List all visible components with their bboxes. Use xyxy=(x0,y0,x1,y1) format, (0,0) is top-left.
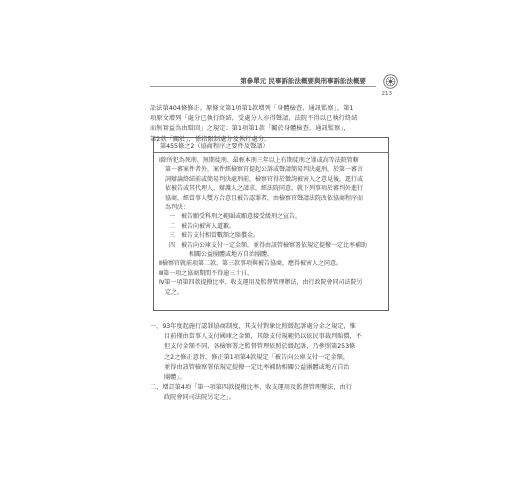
statute-line: 定之。 xyxy=(165,288,184,296)
legislative-notes xyxy=(150,322,398,404)
note-line: 並得由該管檢察署依規定提撥一定比率補助相關公益團體或地方自治 xyxy=(164,363,350,371)
statute-box xyxy=(153,137,389,311)
statute-title-rule xyxy=(154,152,388,153)
note-line: 之2之修正意旨，修正第1項第4款規定「被告向公庫支付一定金額， xyxy=(164,353,350,361)
note-marker: 一、 xyxy=(150,323,163,330)
note-line: 但支付金額不同，各檢察署之監督管理依照於緩起訴，乃參照第253條 xyxy=(164,343,356,351)
statute-line: 為判決： xyxy=(165,204,190,212)
statute-line: Ⅲ第一項之協商期間不得逾三十日。 xyxy=(159,269,254,277)
statute-body xyxy=(159,156,385,297)
note-line xyxy=(150,322,398,332)
intro-line: 項原文增列「處分已執行終結，受處分人亦得聲請，法院不得以已執行終結 xyxy=(150,115,358,123)
statute-line: Ⅱ檢察官就前項第二款、第三款事項與被告協商，應得被害人之同意。 xyxy=(159,260,342,268)
header-title: 第參單元 民事訴訟法概要與刑事訴訟法概要 xyxy=(240,77,366,85)
header-rule xyxy=(150,86,376,87)
statute-title: 第455條之2（協商程序之要件及聲請） xyxy=(160,143,269,150)
statute-line: 相關公益團體或地方自治團體。 xyxy=(189,251,274,259)
note-line: 政院會同司法院另定之」。 xyxy=(164,394,236,402)
statute-line: 詞辯論終結前或簡易判決處刑前，檢察官得於徵詢被害人之意見後，逕行或 xyxy=(165,175,364,183)
note-text: 增訂第4項「第一項第四款提撥比率、收支運用及監督管理辦法，由行 xyxy=(162,384,352,392)
intro-line: 訟法第404條修正。原條文第1項第1款增列「身體檢查、通訊監察」，第1 xyxy=(150,105,354,112)
statute-line: 四 被告向公庫支付一定金額，並得由該管檢察署依規定提撥一定比率補助 xyxy=(169,241,368,249)
note-marker: 二、 xyxy=(150,384,163,392)
intro-line: 第2款「關於」，係指限制處分及執行處分。 xyxy=(150,135,271,143)
note-line: 目前僅由當事人支付國庫之金額，其餘支付規範仍以依民事裁判賠償，不 xyxy=(164,333,362,341)
statute-line: 一 被告願受科刑之範圍或願意接受緩刑之宣告。 xyxy=(169,213,302,221)
statute-line: 三 被告支付相當數額之賠償金。 xyxy=(169,232,260,240)
note-line xyxy=(150,383,398,393)
statute-line: Ⅰ除所犯為死刑、無期徒刑、最輕本刑三年以上有期徒刑之罪或高等法院管轄 xyxy=(159,157,359,164)
statute-line: Ⅳ第一項第四款提撥比率、收支運用及監督管理辦法，由行政院會同司法院另 xyxy=(159,279,363,287)
statute-line: 依被告或其代理人、辯護人之請求，經法院同意，就下列事項於審判外進行 xyxy=(165,185,364,193)
note-text: 93年度起施行認罪協商制度，其支付對象比照緩起訴處分金之規定，惟 xyxy=(162,323,356,330)
statute-line: 二 被告向被害人道歉。 xyxy=(169,222,236,230)
statute-line: 第一審案件者外，案件經檢察官提起公訴或聲請簡易判決處刑，於第一審言 xyxy=(165,166,364,174)
page-header xyxy=(150,74,398,102)
statute-line: 協商，經當事人雙方合意且被告認罪者，由檢察官聲請法院改依協商程序而 xyxy=(165,194,364,202)
page-number: 213 xyxy=(381,91,392,97)
intro-line: 而無實益為由駁回」之規定；第1項第1款「關於身體檢查、通訊監察」， xyxy=(150,125,350,133)
note-line: 團體」。 xyxy=(164,374,186,382)
emblem-icon xyxy=(383,74,398,89)
